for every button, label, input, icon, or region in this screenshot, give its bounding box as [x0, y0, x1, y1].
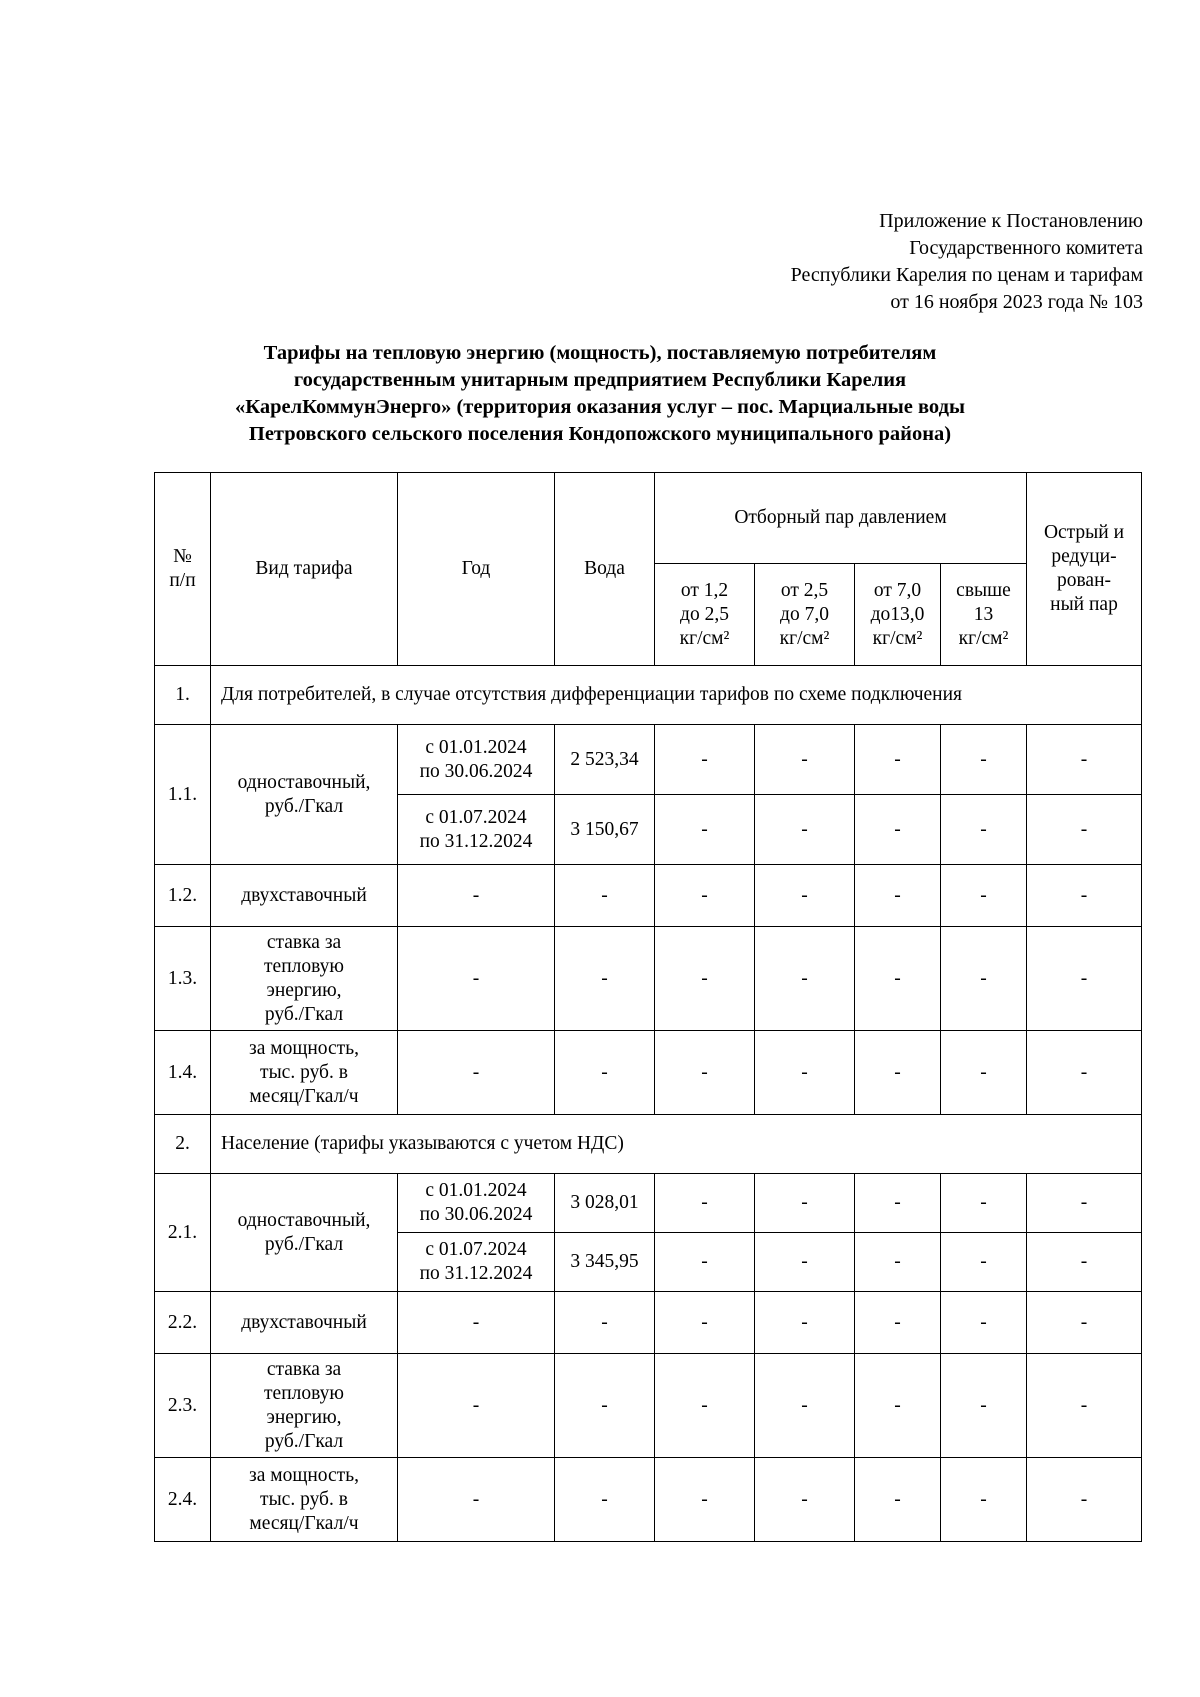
title-line: государственным унитарным предприятием Республики Карелия: [293, 369, 907, 391]
water-value: 3 345,95: [555, 1233, 655, 1292]
tariff-type: за мощность, тыс. руб. в месяц/Гкал/ч: [211, 1458, 398, 1542]
tariff-type: одноставочный, руб./Гкал: [211, 725, 398, 865]
col-header-steam-group: Отборный пар давлением: [655, 473, 1027, 564]
value-cell: -: [941, 1174, 1027, 1233]
period-cell: с 01.07.2024 по 31.12.2024: [398, 795, 555, 865]
water-value: -: [555, 1031, 655, 1115]
period-cell: -: [398, 1354, 555, 1458]
value-cell: -: [941, 865, 1027, 927]
period-cell: с 01.01.2024 по 30.06.2024: [398, 725, 555, 795]
value-cell: -: [755, 1031, 855, 1115]
value-cell: -: [655, 1292, 755, 1354]
value-cell: -: [755, 865, 855, 927]
value-cell: -: [1027, 927, 1142, 1031]
col-header-year: Год: [398, 473, 555, 666]
water-value: -: [555, 1292, 655, 1354]
value-cell: -: [855, 1031, 941, 1115]
section-label: Для потребителей, в случае отсутствия дифференциации тарифов по схеме подключения: [211, 666, 1142, 725]
water-value: -: [555, 927, 655, 1031]
value-cell: -: [855, 1458, 941, 1542]
value-cell: -: [855, 1174, 941, 1233]
table-row: [155, 1292, 1142, 1354]
tariff-type: двухставочный: [211, 865, 398, 927]
value-cell: -: [755, 1233, 855, 1292]
value-cell: -: [855, 725, 941, 795]
row-number: 1.4.: [155, 1031, 211, 1115]
value-cell: -: [1027, 795, 1142, 865]
table-row: [155, 725, 1142, 795]
value-cell: -: [855, 927, 941, 1031]
period-cell: с 01.07.2024 по 31.12.2024: [398, 1233, 555, 1292]
value-cell: -: [1027, 1292, 1142, 1354]
value-cell: -: [655, 1031, 755, 1115]
water-value: 3 150,67: [555, 795, 655, 865]
value-cell: -: [655, 1354, 755, 1458]
row-number: 1.2.: [155, 865, 211, 927]
value-cell: -: [1027, 865, 1142, 927]
row-number: 1.3.: [155, 927, 211, 1031]
table-row: [155, 1354, 1142, 1458]
col-header-pressure-4: свыше 13 кг/см²: [941, 564, 1027, 666]
value-cell: -: [1027, 1354, 1142, 1458]
period-cell: -: [398, 1292, 555, 1354]
value-cell: -: [941, 927, 1027, 1031]
appendix-line: от 16 ноября 2023 года № 103: [890, 291, 1143, 313]
value-cell: -: [941, 1458, 1027, 1542]
water-value: 2 523,34: [555, 725, 655, 795]
table-row: [155, 1031, 1142, 1115]
row-number: 2.4.: [155, 1458, 211, 1542]
period-cell: -: [398, 1458, 555, 1542]
period-cell: с 01.01.2024 по 30.06.2024: [398, 1174, 555, 1233]
col-header-pressure-1: от 1,2 до 2,5 кг/см²: [655, 564, 755, 666]
table-row: [155, 1458, 1142, 1542]
header-row: [155, 473, 1142, 564]
value-cell: -: [941, 795, 1027, 865]
value-cell: -: [855, 1292, 941, 1354]
water-value: -: [555, 865, 655, 927]
table-row: [155, 1174, 1142, 1233]
tariff-type: за мощность, тыс. руб. в месяц/Гкал/ч: [211, 1031, 398, 1115]
period-cell: -: [398, 865, 555, 927]
value-cell: -: [941, 1292, 1027, 1354]
value-cell: -: [755, 1458, 855, 1542]
section-row: [155, 1115, 1142, 1174]
section-number: 1.: [155, 666, 211, 725]
col-header-water: Вода: [555, 473, 655, 666]
table-row: [155, 865, 1142, 927]
value-cell: -: [1027, 1233, 1142, 1292]
value-cell: -: [855, 795, 941, 865]
appendix-line: Приложение к Постановлению: [879, 210, 1143, 232]
col-header-pressure-2: от 2,5 до 7,0 кг/см²: [755, 564, 855, 666]
value-cell: -: [655, 1458, 755, 1542]
value-cell: -: [755, 1174, 855, 1233]
col-header-num: № п/п: [155, 473, 211, 666]
value-cell: -: [655, 1174, 755, 1233]
appendix-line: Республики Карелия по ценам и тарифам: [790, 264, 1143, 286]
value-cell: -: [755, 1292, 855, 1354]
appendix-line: Государственного комитета: [909, 237, 1143, 259]
value-cell: -: [755, 795, 855, 865]
value-cell: -: [1027, 1031, 1142, 1115]
table-row: [155, 927, 1142, 1031]
tariff-table: [154, 472, 1142, 1542]
period-cell: -: [398, 927, 555, 1031]
title-line: «КарелКоммунЭнерго» (территория оказания услуг – пос. Марциальные воды: [235, 396, 965, 418]
col-header-pressure-3: от 7,0 до13,0 кг/см²: [855, 564, 941, 666]
row-number: 2.1.: [155, 1174, 211, 1292]
section-number: 2.: [155, 1115, 211, 1174]
value-cell: -: [1027, 725, 1142, 795]
col-header-tariff-type: Вид тарифа: [211, 473, 398, 666]
value-cell: -: [1027, 1458, 1142, 1542]
value-cell: -: [655, 795, 755, 865]
water-value: -: [555, 1354, 655, 1458]
section-label: Население (тарифы указываются с учетом НДС): [211, 1115, 1142, 1174]
appendix-reference: [791, 208, 1143, 316]
value-cell: -: [941, 1233, 1027, 1292]
value-cell: -: [941, 725, 1027, 795]
section-row: [155, 666, 1142, 725]
row-number: 2.2.: [155, 1292, 211, 1354]
value-cell: -: [655, 865, 755, 927]
value-cell: -: [855, 1233, 941, 1292]
col-header-sharp-steam: Острый и редуци- рован- ный пар: [1027, 473, 1142, 666]
tariff-type: одноставочный, руб./Гкал: [211, 1174, 398, 1292]
value-cell: -: [755, 725, 855, 795]
value-cell: -: [655, 927, 755, 1031]
value-cell: -: [655, 1233, 755, 1292]
tariff-type: ставка за тепловую энергию, руб./Гкал: [211, 927, 398, 1031]
value-cell: -: [1027, 1174, 1142, 1233]
value-cell: -: [755, 927, 855, 1031]
title-line: Петровского сельского поселения Кондопожского муниципального района): [248, 423, 952, 445]
title-line: Тарифы на тепловую энергию (мощность), поставляемую потребителям: [263, 342, 937, 364]
document-title: [150, 340, 1050, 448]
row-number: 2.3.: [155, 1354, 211, 1458]
value-cell: -: [855, 1354, 941, 1458]
water-value: -: [555, 1458, 655, 1542]
value-cell: -: [941, 1031, 1027, 1115]
value-cell: -: [755, 1354, 855, 1458]
value-cell: -: [855, 865, 941, 927]
tariff-type: двухставочный: [211, 1292, 398, 1354]
period-cell: -: [398, 1031, 555, 1115]
value-cell: -: [941, 1354, 1027, 1458]
row-number: 1.1.: [155, 725, 211, 865]
value-cell: -: [655, 725, 755, 795]
tariff-type: ставка за тепловую энергию, руб./Гкал: [211, 1354, 398, 1458]
water-value: 3 028,01: [555, 1174, 655, 1233]
